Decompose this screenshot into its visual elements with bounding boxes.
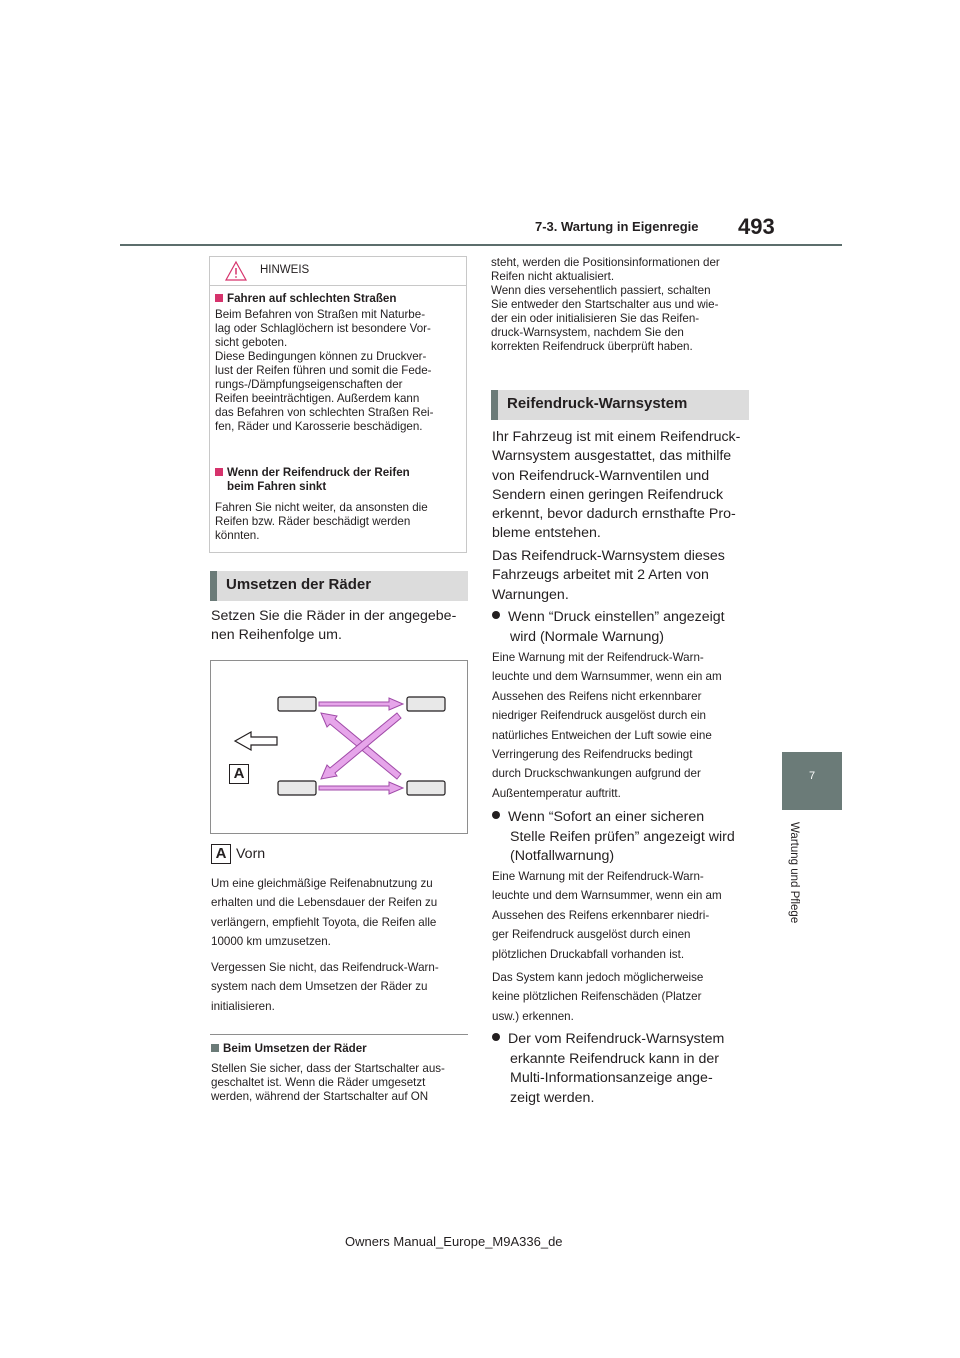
tire-front-left xyxy=(278,697,316,711)
tpms-bullet: Wenn “Sofort an einer sicheren Stelle Reifen prüfen” angezeigt wird (Notfallwarnung) xyxy=(492,808,754,867)
rotation-arrows xyxy=(211,661,467,833)
note-divider xyxy=(210,1034,468,1035)
square-bullet-icon xyxy=(211,1044,219,1052)
section-title: 7-3. Wartung in Eigenregie xyxy=(535,219,699,234)
tpms-bullet-desc: Das System kann jedoch möglicherweise keine plötzlichen Reifenschäden (Platzer usw.) erkennen. xyxy=(492,971,704,1023)
tpms-paragraph: Das Reifendruck-Warnsystem dieses Fahrzeugs arbeitet mit 2 Arten von Warnungen. xyxy=(492,548,725,603)
section-heading-rotation: Umsetzen der Räder xyxy=(210,571,468,601)
bullet-dot-icon xyxy=(492,811,500,819)
note-continuation: steht, werden die Positionsinformationen der Reifen nicht aktualisiert. Wenn dies versehentlich passiert, schalten Sie entweder den Startschalter aus und wie- der ein oder initialisieren Sie das Reifen- druck-Warnsystem, nachdem Sie den korrekten Reifendruck überprüft haben. xyxy=(491,256,720,353)
page-number: 493 xyxy=(738,214,775,239)
tpms-bullet: Wenn “Druck einstellen” angezeigt wird (Normale Warnung) xyxy=(492,608,754,647)
notice-item-title: Fahren auf schlechten Straßen xyxy=(215,292,463,306)
notice-item-title: Wenn der Reifendruck der Reifen beim Fahren sinkt xyxy=(215,466,463,494)
diagram-label-box: A xyxy=(229,764,249,784)
chapter-number: 7 xyxy=(808,770,816,782)
arrow-rear-to-rear xyxy=(319,782,403,794)
tire-rotation-diagram xyxy=(210,660,468,834)
notice-label: HINWEIS xyxy=(260,264,310,276)
warning-icon xyxy=(224,260,248,282)
header-rule xyxy=(120,244,842,246)
square-bullet-icon xyxy=(215,468,223,476)
tpms-bullet-desc: Eine Warnung mit der Reifendruck-Warn- leuchte und dem Warnsummer, wenn ein am Aussehen des Reifens nicht erkennbarer niedriger Reifendruck ausgelöst durch ein natürliches Entweichen der Luft sowie eine Verringerung des Reifendrucks bedingt durch Druckschwankungen aufgrund der Außentemperatur auftritt. xyxy=(492,651,722,800)
tire-rear-right xyxy=(407,781,445,795)
rotation-paragraph: Um eine gleichmäßige Reifenabnutzung zu erhalten und die Lebensdauer der Reifen zu verlängern, empfiehlt Toyota, die Reifen alle 10000 km umzusetzen. xyxy=(211,877,438,949)
footer-document-id: Owners Manual_Europe_M9A336_de xyxy=(345,1234,563,1249)
rotation-paragraph: Vergessen Sie nicht, das Reifendruck-Warn- system nach dem Umsetzen der Räder zu initialisieren. xyxy=(211,961,439,1013)
tpms-paragraph: Ihr Fahrzeug ist mit einem Reifendruck- Warnsystem ausgestattet, das mithilfe von Reifendruck-Warnventilen und Sendern einen geringen Reifendruck erkennt, bevor dadurch ernsthafte Pro- bleme entstehen. xyxy=(492,429,741,542)
notice-item-body: Beim Befahren von Straßen mit Naturbe- lag oder Schlaglöchern ist besondere Vor- sicht geboten. Diese Bedingungen können zu Druckver- lust der Reifen führen und somit die Fede- rungs-/Dämpfungseigenschaften der Reifen beeinträchtigen. Außerdem kann das Befahren von schlechten Straßen Rei- fen, Räder und Karosserie beschädigen. xyxy=(215,308,434,433)
notice-item-body: Fahren Sie nicht weiter, da ansonsten die Reifen bzw. Räder beschädigt werden könnten. xyxy=(215,501,428,542)
chapter-label-vertical xyxy=(786,822,802,942)
chapter-label: Wartung und Pflege xyxy=(788,822,800,924)
notice-divider xyxy=(210,285,466,286)
bullet-dot-icon xyxy=(492,611,500,619)
tpms-bullet-desc: Eine Warnung mit der Reifendruck-Warn- leuchte und dem Warnsummer, wenn ein am Aussehen des Reifens erkennbarer niedri- ger Reifendruck ausgelöst durch einen plötzlichen Druckabfall vorhanden ist. xyxy=(492,870,722,961)
tire-front-right xyxy=(407,697,445,711)
section-heading-tpms: Reifendruck-Warnsystem xyxy=(491,390,749,420)
note-title: Beim Umsetzen der Räder xyxy=(211,1042,471,1056)
legend-text: Vorn xyxy=(236,846,266,862)
square-bullet-icon xyxy=(215,294,223,302)
arrow-front-to-front xyxy=(319,698,403,710)
legend-key-box: A xyxy=(211,844,231,864)
bullet-dot-icon xyxy=(492,1033,500,1041)
tire-rear-left xyxy=(278,781,316,795)
tpms-bullet: Der vom Reifendruck-Warnsystem erkannte Reifendruck kann in der Multi-Informationsanzeige ange- zeigt werden. xyxy=(492,1030,754,1108)
front-direction-arrow xyxy=(235,732,277,750)
note-body: Stellen Sie sicher, dass der Startschalter aus- geschaltet ist. Wenn die Räder umgesetzt werden, während der Startschalter auf ON xyxy=(211,1062,445,1103)
rotation-intro: Setzen Sie die Räder in der angegebe- nen Reihenfolge um. xyxy=(211,608,457,644)
